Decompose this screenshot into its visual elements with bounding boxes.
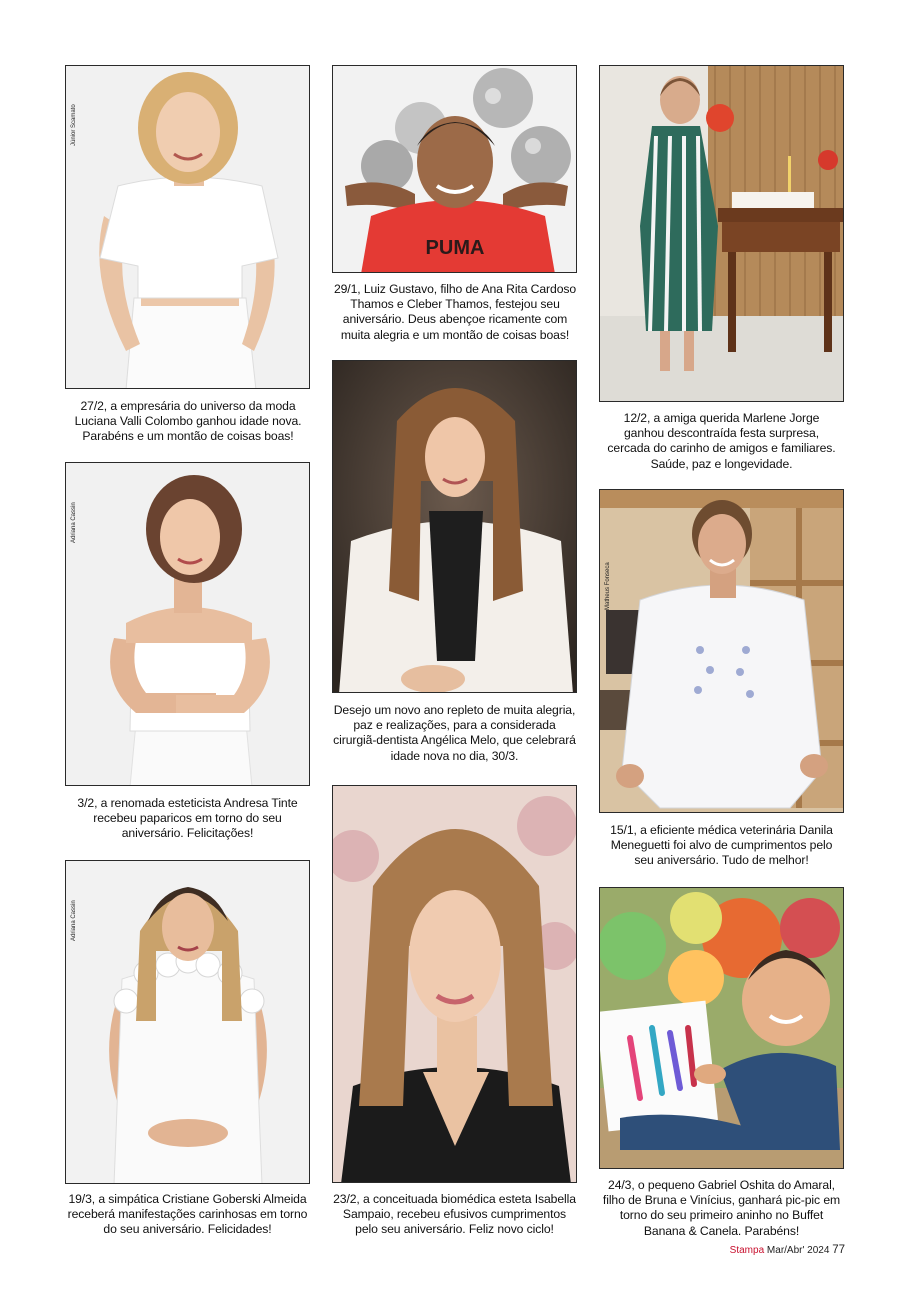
portrait-isabella — [333, 786, 577, 1183]
portrait-angelica — [333, 361, 577, 693]
caption-andresa: 3/2, a renomada esteticista Andresa Tinte recebeu paparicos em torno do seu aniversário. Felicitações! — [77, 796, 298, 841]
portrait-marlene — [600, 66, 844, 402]
magazine-name: Stampa — [729, 1245, 765, 1256]
photo-angelica — [332, 360, 577, 693]
caption-marlene: 12/2, a amiga querida Marlene Jorge ganhou descontraída festa surpresa, cercada do carinho de amigos e familiares. Saúde, paz e longevidade. — [607, 411, 836, 471]
photo-credit: Adriana Cassin — [71, 900, 77, 941]
portrait-luiz-gustavo — [333, 66, 577, 273]
portrait-andresa — [66, 463, 310, 786]
photo-isabella — [332, 785, 577, 1183]
caption-cristiane: 19/3, a simpática Cristiane Goberski Almeida receberá manifestações carinhosas em torno do seu aniversário. Felicidades! — [67, 1192, 308, 1237]
caption-luciana: 27/2, a empresária do universo da moda Luciana Valli Colombo ganhou idade nova. Parabéns e um montão de coisas boas! — [74, 399, 302, 444]
photo-credit: Júnior Scamato — [71, 104, 77, 146]
shirt-logo: PUMA — [425, 237, 485, 259]
page-number: 77 — [832, 1244, 845, 1256]
portrait-danila — [600, 490, 844, 813]
photo-gabriel — [599, 887, 844, 1169]
photo-credit: Matheus Fonseca — [605, 562, 611, 610]
photo-marlene — [599, 65, 844, 402]
photo-danila — [599, 489, 844, 813]
photo-andresa — [65, 462, 310, 786]
photo-credit: Adriana Cassin — [71, 502, 77, 543]
portrait-gabriel — [600, 888, 844, 1169]
caption-isabella: 23/2, a conceituada biomédica esteta Isabella Sampaio, recebeu efusivos cumprimentos pelo seu aniversário. Feliz novo ciclo! — [333, 1192, 576, 1237]
caption-luiz-gustavo: 29/1, Luiz Gustavo, filho de Ana Rita Cardoso Thamos e Cleber Thamos, festejou seu aniversário. Deus abençoe ricamente com muita alegria e um montão de coisas boas! — [333, 282, 577, 342]
photo-cristiane — [65, 860, 310, 1184]
portrait-luciana — [66, 66, 310, 389]
issue-date: Mar/Abr' 2024 — [766, 1245, 830, 1256]
page-footer — [730, 1244, 845, 1256]
caption-danila: 15/1, a eficiente médica veterinária Danila Meneguetti foi alvo de cumprimentos pelo seu aniversário. Tudo de melhor! — [610, 823, 833, 868]
caption-gabriel: 24/3, o pequeno Gabriel Oshita do Amaral, filho de Bruna e Vinícius, ganhará pic-pic em torno do seu primeiro aninho no Buffet Banana & Canela. Parabéns! — [602, 1178, 841, 1238]
caption-angelica: Desejo um novo ano repleto de muita alegria, paz e realizações, para a considerada cirurgiã-dentista Angélica Melo, que celebrará idade nova no dia, 30/3. — [333, 703, 576, 763]
photo-luiz-gustavo — [332, 65, 577, 273]
portrait-cristiane — [66, 861, 310, 1184]
photo-luciana — [65, 65, 310, 389]
